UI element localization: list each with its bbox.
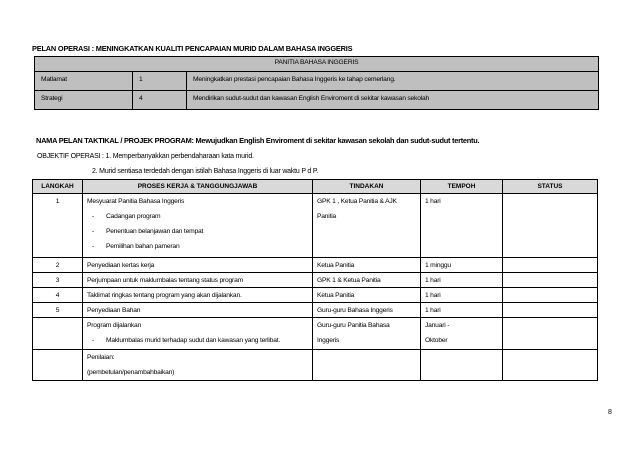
sub-item: - Pemilihan bahan pameran — [92, 243, 180, 250]
duration-cell: 1 hari — [421, 288, 503, 303]
status-cell — [503, 273, 598, 288]
col-header-tempoh: TEMPOH — [421, 180, 503, 194]
action-cell — [313, 350, 421, 381]
status-cell — [503, 350, 598, 381]
action-cell: Guru-guru Bahasa Inggeris — [313, 303, 421, 318]
panel-row-text: Mendirikan sudut-sudut dan kawasan English Enviroment di sekitar kawasan sekolah — [187, 91, 599, 110]
process-cell — [83, 194, 313, 258]
program-title: NAMA PELAN TAKTIKAL / PROJEK PROGRAM: Mewujudkan English Enviroment di sekitar kawasan sekolah dan sudut-sudut tertentu. — [36, 136, 480, 145]
process-text-2: (pembetulan/penambahbaikan) — [87, 369, 175, 376]
duration-cell: 1 hari — [421, 273, 503, 288]
table-row — [33, 350, 598, 381]
duration-cell: 1 hari — [421, 194, 503, 258]
sub-item: - Maklumbalas murid terhadap sudut dan kawasan yang terlibat. — [92, 337, 281, 344]
step-cell: 5 — [33, 303, 83, 318]
process-cell: Penyediaan kertas kerja — [83, 258, 313, 273]
duration-cell: 1 minggu — [421, 258, 503, 273]
action-plan-table — [32, 179, 598, 381]
panel-row-strategi — [35, 91, 599, 110]
action-text-2: Panitia — [317, 213, 337, 220]
duration-text-2: Oktober — [425, 337, 448, 344]
table-row — [33, 288, 598, 303]
process-cell: Perjumpaan untuk maklumbalas tentang status program — [83, 273, 313, 288]
table-row — [33, 318, 598, 350]
panel-row-number: 1 — [133, 72, 187, 91]
action-text: GPK 1 , Ketua Panitia & AJK — [317, 198, 397, 205]
step-cell — [33, 318, 83, 350]
sub-item-text: Cadangan program — [106, 213, 161, 220]
sub-item-text: Maklumbalas murid terhadap sudut dan kawasan yang terlibat. — [106, 337, 281, 344]
sub-item: - Penentuan belanjawan dan tempat — [92, 228, 204, 235]
action-cell — [313, 318, 421, 350]
status-cell — [503, 288, 598, 303]
status-cell — [503, 303, 598, 318]
panel-row-matlamat — [35, 72, 599, 91]
duration-cell — [421, 350, 503, 381]
process-text: Program dijalankan — [87, 322, 142, 329]
sub-item-text: Penentuan belanjawan dan tempat — [106, 228, 204, 235]
action-cell: Ketua Panitia — [313, 258, 421, 273]
process-cell — [83, 350, 313, 381]
process-text: Penilaian: — [87, 354, 115, 361]
panel-row-number: 4 — [133, 91, 187, 110]
col-header-proses: PROSES KERJA & TANGGUNGJAWAB — [83, 180, 313, 194]
duration-cell — [421, 318, 503, 350]
panel-row-text: Meningkatkan prestasi pencapaian Bahasa Inggeris ke tahap cemerlang. — [187, 72, 599, 91]
panel-info-table — [34, 56, 599, 110]
status-cell — [503, 318, 598, 350]
table-row — [33, 258, 598, 273]
action-cell: GPK 1 & Ketua Panitia — [313, 273, 421, 288]
sub-item: - Cadangan program — [92, 213, 161, 220]
panel-heading: PANITIA BAHASA INGGERIS — [35, 57, 599, 72]
action-cell: Ketua Panitia — [313, 288, 421, 303]
plan-title: PELAN OPERASI : MENINGKATKAN KUALITI PENCAPAIAN MURID DALAM BAHASA INGGERIS — [32, 44, 353, 53]
status-cell — [503, 194, 598, 258]
process-cell — [83, 318, 313, 350]
table-row — [33, 194, 598, 258]
step-cell: 2 — [33, 258, 83, 273]
duration-text: Januari - — [425, 322, 450, 329]
process-text: Mesyuarat Panitia Bahasa Inggeris — [87, 198, 185, 205]
action-text-2: Inggeris — [317, 337, 340, 344]
step-cell: 4 — [33, 288, 83, 303]
action-cell — [313, 194, 421, 258]
table-header-row — [33, 180, 598, 194]
page-number: 8 — [608, 409, 612, 416]
process-cell: Penyediaan Bahan — [83, 303, 313, 318]
objective-1: OBJEKTIF OPERASI : 1. Memperbanyakkan perbendaharaan kata murid. — [37, 153, 254, 160]
step-cell — [33, 350, 83, 381]
objective-2: 2. Murid sentiasa terdedah dengan istilah Bahasa Inggeris di luar waktu P d P. — [92, 168, 319, 175]
step-cell: 3 — [33, 273, 83, 288]
table-row — [33, 273, 598, 288]
action-text: Guru-guru Panitia Bahasa — [317, 322, 390, 329]
panel-row-label: Matlamat — [35, 72, 133, 91]
col-header-langkah: LANGKAH — [33, 180, 83, 194]
col-header-tindakan: TINDAKAN — [313, 180, 421, 194]
duration-cell: 1 hari — [421, 303, 503, 318]
step-cell: 1 — [33, 194, 83, 258]
process-cell: Taklimat ringkas tentang program yang akan dijalankan. — [83, 288, 313, 303]
sub-item-text: Pemilihan bahan pameran — [106, 243, 180, 250]
status-cell — [503, 258, 598, 273]
panel-row-label: Strategi — [35, 91, 133, 110]
col-header-status: STATUS — [503, 180, 598, 194]
table-row — [33, 303, 598, 318]
